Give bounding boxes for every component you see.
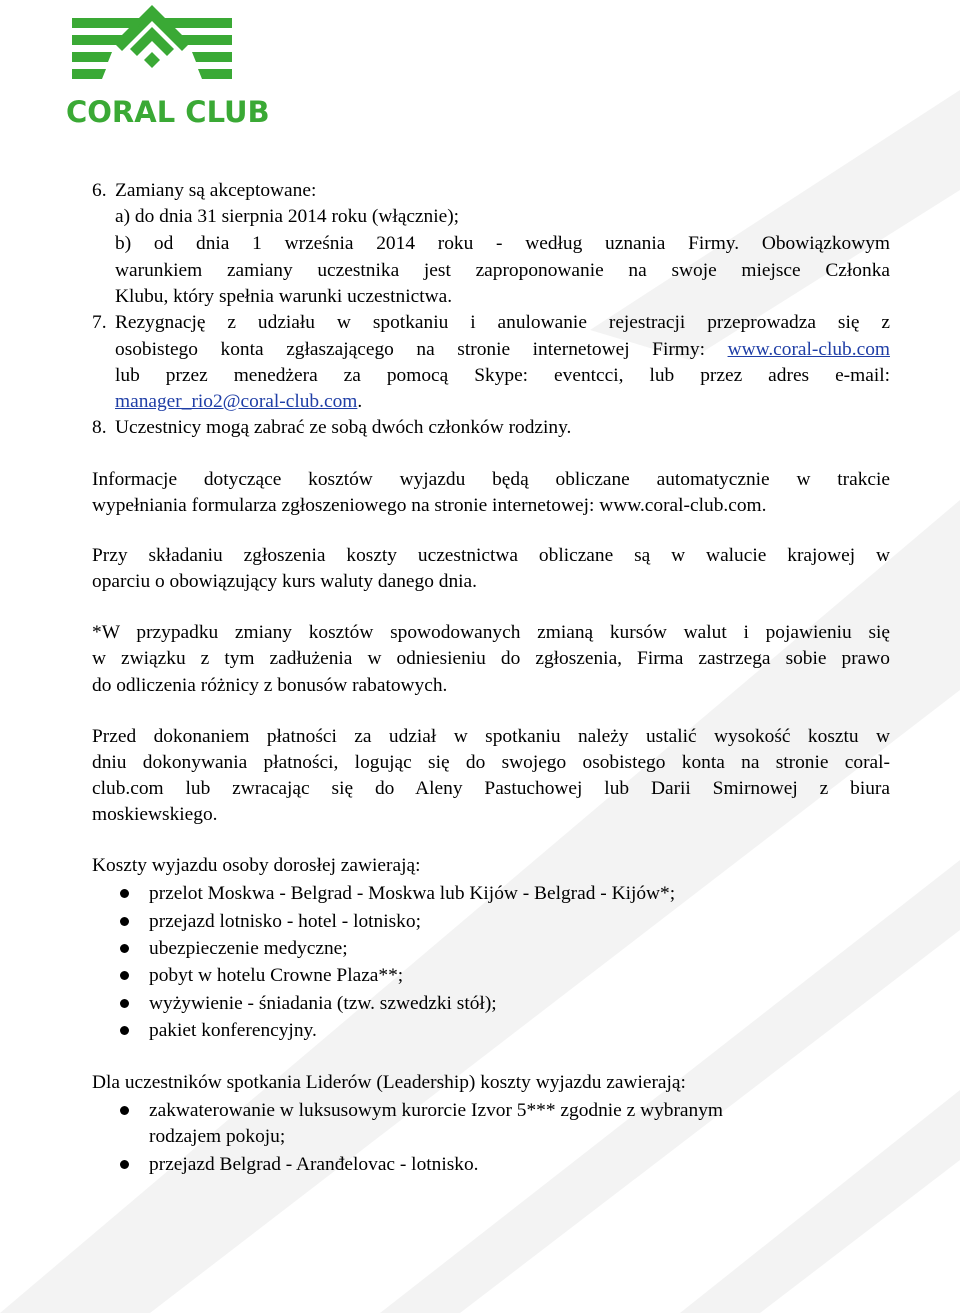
bullet-icon [120,1106,129,1115]
list-item-text-continued: rodzajem pokoju; [149,1126,286,1147]
list-item-text: przelot Moskwa - Belgrad - Moskwa lub Kijów - Belgrad - Kijów*; [149,883,676,904]
logo-emblem-icon [62,2,270,129]
bullet-icon [120,889,129,898]
paragraph-line: Informacje dotyczące kosztów wyjazdu będą obliczane automatycznie w trakcie [92,469,890,490]
paragraph-line [115,389,890,415]
paragraph-line: *W przypadku zmiany kosztów spowodowanych zmianą kursów walut i pojawieniu się [92,622,890,643]
item-number: 7. [92,312,107,333]
bullet-icon [120,917,129,926]
paragraph-line: b) od dnia 1 września 2014 roku - według uznania Firmy. Obowiązkowym [115,233,890,254]
bullet-icon [120,944,129,953]
list-item-text: wyżywienie - śniadania (tzw. szwedzki stół); [149,993,497,1014]
item-text: Zamiany są akceptowane: [115,180,317,201]
coral-club-logo [62,2,270,129]
paragraph-line: Przed dokonaniem płatności za udział w spotkaniu należy ustalić wysokość kosztu w [92,726,890,747]
list-item-text: pobyt w hotelu Crowne Plaza**; [149,965,404,986]
section-heading: Koszty wyjazdu osoby dorosłej zawierają: [92,855,421,876]
bullet-icon [120,1160,129,1169]
bullet-icon [120,1026,129,1035]
paragraph-line: dniu dokonywania płatności, logując się do swojego osobistego konta na stronie coral- [92,752,890,773]
email-link[interactable]: manager_rio2@coral-club.com [115,391,358,412]
item-number: 8. [92,417,107,438]
paragraph-line: w związku z tym zadłużenia w odniesieniu do zgłoszenia, Firma zastrzega sobie prawo [92,648,890,669]
paragraph-line: do odliczenia różnicy z bonusów rabatowych. [92,675,448,696]
paragraph-line: wypełniania formularza zgłoszeniowego na stronie internetowej: www.coral-club.com. [92,495,767,516]
paragraph-line: lub przez menedżera za pomocą Skype: eventcci, lub przez adres e-mail: [115,365,890,386]
list-item-text: ubezpieczenie medyczne; [149,938,348,959]
paragraph-line: club.com lub zwracając się do Aleny Pastuchowej lub Darii Smirnowej z biura [92,778,890,799]
text-span: osobistego konta zgłaszającego na stronie internetowej Firmy: [115,339,705,360]
list-item-text: pakiet konferencyjny. [149,1020,317,1041]
paragraph-line: Klubu, który spełnia warunki uczestnictwa. [115,286,453,307]
paragraph-line: warunkiem zamiany uczestnika jest zaproponowanie na swoje miejsce Członka [115,260,890,281]
item-text: Uczestnicy mogą zabrać ze sobą dwóch członków rodziny. [115,417,572,438]
paragraph-line: a) do dnia 31 sierpnia 2014 roku (włącznie); [115,206,460,227]
bullet-icon [120,971,129,980]
list-item-text: zakwaterowanie w luksusowym kurorcie Izvor 5*** zgodnie z wybranym [149,1100,724,1121]
text-span: . [357,391,363,412]
paragraph-line [115,337,890,363]
paragraph-line: moskiewskiego. [92,804,218,825]
website-link[interactable]: www.coral-club.com [727,339,890,360]
paragraph-line: Przy składaniu zgłoszenia koszty uczestnictwa obliczane są w walucie krajowej w [92,545,890,566]
section-heading: Dla uczestników spotkania Liderów (Leadership) koszty wyjazdu zawierają: [92,1072,686,1093]
item-number: 6. [92,180,107,201]
list-item-text: przejazd Belgrad - Aranđelovac - lotnisko. [149,1154,479,1175]
paragraph-line: oparciu o obowiązujący kurs waluty danego dnia. [92,571,478,592]
list-item-text: przejazd lotnisko - hotel - lotnisko; [149,911,421,932]
svg-text:CORAL CLUB: CORAL CLUB [66,95,270,129]
item-text: Rezygnację z udziału w spotkaniu i anulowanie rejestracji przeprowadza się z [115,312,890,333]
bullet-icon [120,999,129,1008]
